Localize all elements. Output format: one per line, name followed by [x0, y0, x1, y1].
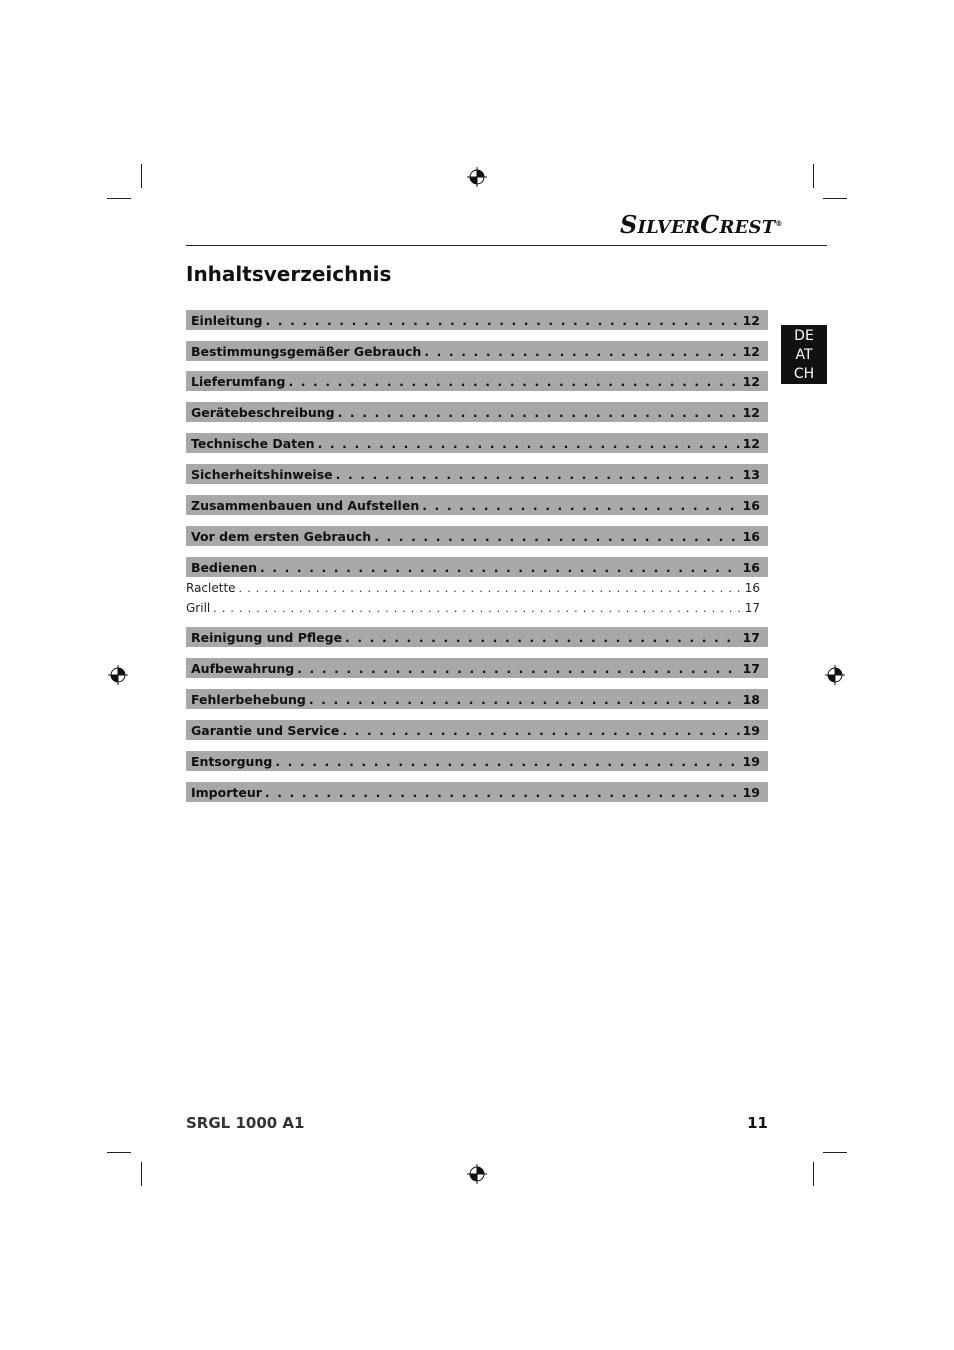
crop-mark [141, 1162, 142, 1186]
registered-mark: ® [775, 219, 783, 228]
toc-leader [338, 405, 740, 420]
toc-leader [342, 723, 739, 738]
toc-entry[interactable] [186, 464, 768, 484]
toc-page: 12 [742, 435, 760, 451]
toc-label: Gerätebeschreibung [191, 404, 335, 420]
toc-label: Bedienen [191, 559, 257, 575]
toc-page: 13 [742, 466, 760, 482]
toc-sub-label: Raclette [186, 581, 236, 595]
toc-entry[interactable] [186, 689, 768, 709]
toc-leader [309, 692, 740, 707]
toc-entry[interactable] [186, 402, 768, 422]
toc-label: Fehlerbehebung [191, 691, 306, 707]
toc-page: 16 [742, 559, 760, 575]
toc-leader [318, 436, 740, 451]
crop-mark [823, 1152, 847, 1153]
toc-leader [213, 602, 741, 615]
toc-page: 17 [742, 660, 760, 676]
toc-sub-page: 17 [744, 601, 760, 615]
toc-entry[interactable] [186, 782, 768, 802]
toc-label: Bestimmungsgemäßer Gebrauch [191, 343, 422, 359]
toc-leader [265, 785, 740, 800]
toc-leader [345, 630, 740, 645]
toc-leader [336, 467, 740, 482]
toc-leader [297, 661, 739, 676]
crop-mark [107, 1152, 131, 1153]
crop-mark [141, 164, 142, 188]
toc-label: Technische Daten [191, 435, 315, 451]
brand-logo [620, 210, 783, 240]
brand-text: ILVER [637, 217, 701, 238]
toc-page: 19 [742, 753, 760, 769]
toc-label: Reinigung und Pflege [191, 629, 343, 645]
toc-entry[interactable] [186, 526, 768, 546]
toc-page: 19 [742, 722, 760, 738]
toc-page: 12 [742, 373, 760, 389]
toc-entry[interactable] [186, 433, 768, 453]
crop-mark [107, 198, 131, 199]
toc-entry[interactable] [186, 658, 768, 678]
toc-leader [239, 582, 742, 595]
language-code: DE [794, 328, 814, 344]
toc-page: 16 [742, 528, 760, 544]
crop-mark [813, 164, 814, 188]
toc-label: Garantie und Service [191, 722, 340, 738]
crop-mark [823, 198, 847, 199]
toc-label: Importeur [191, 784, 262, 800]
toc-entry[interactable] [186, 371, 768, 391]
toc-leader [260, 560, 740, 575]
brand-initial: C [700, 210, 720, 239]
toc-leader [266, 313, 740, 328]
toc-label: Zusammenbauen und Aufstellen [191, 497, 420, 513]
toc-entry[interactable] [186, 627, 768, 647]
header-rule [186, 245, 827, 246]
brand-text: REST [719, 217, 776, 238]
toc-page: 17 [742, 629, 760, 645]
toc-entry[interactable] [186, 720, 768, 740]
toc-sub-label: Grill [186, 601, 211, 615]
toc-label: Entsorgung [191, 753, 273, 769]
toc-label: Aufbewahrung [191, 660, 295, 676]
toc-subentry[interactable] [186, 599, 768, 617]
registration-mark-icon [108, 665, 128, 685]
toc-leader [374, 529, 739, 544]
toc-label: Vor dem ersten Gebrauch [191, 528, 372, 544]
page-title: Inhaltsverzeichnis [186, 262, 392, 286]
toc-page: 19 [742, 784, 760, 800]
registration-mark-icon [467, 167, 487, 187]
language-tab [781, 325, 827, 384]
language-code: AT [795, 347, 813, 363]
toc-label: Sicherheitshinweise [191, 466, 333, 482]
page-number: 11 [747, 1114, 768, 1132]
toc-page: 12 [742, 404, 760, 420]
toc-subentry[interactable] [186, 579, 768, 597]
toc-label: Lieferumfang [191, 373, 286, 389]
toc-leader [275, 754, 739, 769]
toc-entry[interactable] [186, 341, 768, 361]
toc-leader [422, 498, 739, 513]
language-code: CH [793, 366, 815, 382]
toc-label: Einleitung [191, 312, 263, 328]
registration-mark-icon [825, 665, 845, 685]
crop-mark [813, 1162, 814, 1186]
toc-entry[interactable] [186, 557, 768, 577]
toc-entry[interactable] [186, 751, 768, 771]
model-number: SRGL 1000 A1 [186, 1114, 305, 1132]
toc-page: 12 [742, 312, 760, 328]
registration-mark-icon [467, 1164, 487, 1184]
toc-entry[interactable] [186, 495, 768, 515]
toc-sub-page: 16 [744, 581, 760, 595]
toc-leader [288, 374, 739, 389]
toc-leader [424, 344, 739, 359]
toc-page: 12 [742, 343, 760, 359]
toc-page: 18 [742, 691, 760, 707]
toc-page: 16 [742, 497, 760, 513]
toc-entry[interactable] [186, 310, 768, 330]
brand-initial: S [620, 210, 638, 239]
